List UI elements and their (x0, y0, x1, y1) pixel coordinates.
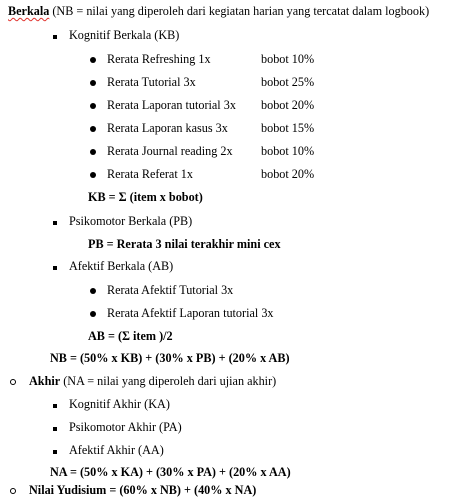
bullet-dot-icon (90, 311, 96, 317)
kognitif-item-weight: bobot 15% (261, 121, 315, 135)
kognitif-item-weight: bobot 20% (261, 98, 315, 112)
square-bullet-icon (53, 35, 57, 39)
kognitif-item-weight: bobot 10% (261, 52, 315, 66)
kognitif-item-weight: bobot 20% (261, 167, 315, 181)
akhir-item: Psikomotor Akhir (PA) (69, 420, 182, 434)
section-berkala-heading (8, 3, 429, 19)
bullet-dot-icon (90, 149, 96, 155)
akhir-title: Akhir (29, 374, 61, 388)
kognitif-berkala-label: Kognitif Berkala (KB) (69, 28, 180, 42)
kognitif-item-name: Rerata Refreshing 1x (107, 52, 211, 66)
bullet-dot-icon (90, 103, 96, 109)
square-bullet-icon (53, 450, 57, 454)
akhir-item: Kognitif Akhir (KA) (69, 397, 170, 411)
kognitif-item-name: Rerata Referat 1x (107, 167, 193, 181)
na-formula: NA = (50% x KA) + (30% x PA) + (20% x AA) (50, 465, 291, 479)
kognitif-item-name: Rerata Laporan kasus 3x (107, 121, 228, 135)
bullet-dot-icon (90, 172, 96, 178)
psikomotor-berkala-label: Psikomotor Berkala (PB) (69, 214, 193, 228)
square-bullet-icon (53, 221, 57, 225)
square-bullet-icon (53, 266, 57, 270)
bullet-dot-icon (90, 57, 96, 63)
afektif-berkala-label: Afektif Berkala (AB) (69, 259, 174, 273)
square-bullet-icon (53, 427, 57, 431)
nb-formula: NB = (50% x KB) + (30% x PB) + (20% x AB) (50, 351, 290, 365)
afektif-item: Rerata Afektif Laporan tutorial 3x (107, 306, 274, 320)
bullet-dot-icon (90, 126, 96, 132)
yudisium-formula: Nilai Yudisium = (60% x NB) + (40% x NA) (29, 483, 257, 497)
bullet-dot-icon (90, 80, 96, 86)
square-bullet-icon (53, 404, 57, 408)
berkala-title: Berkala (8, 4, 50, 18)
afektif-item: Rerata Afektif Tutorial 3x (107, 283, 234, 297)
kb-formula: KB = Σ (item x bobot) (88, 190, 203, 204)
pb-formula: PB = Rerata 3 nilai terakhir mini cex (88, 237, 281, 251)
circle-bullet-icon (10, 379, 16, 385)
bullet-dot-icon (90, 288, 96, 294)
kognitif-item-name: Rerata Journal reading 2x (107, 144, 233, 158)
kognitif-item-name: Rerata Laporan tutorial 3x (107, 98, 236, 112)
akhir-description: (NA = nilai yang diperoleh dari ujian akhir) (60, 374, 277, 388)
akhir-item: Afektif Akhir (AA) (69, 443, 164, 457)
ab-formula: AB = (Σ item )/2 (88, 329, 173, 343)
section-akhir-heading (29, 373, 276, 389)
kognitif-item-weight: bobot 25% (261, 75, 315, 89)
berkala-description: (NB = nilai yang diperoleh dari kegiatan harian yang tercatat dalam logbook) (49, 4, 430, 18)
kognitif-item-weight: bobot 10% (261, 144, 315, 158)
circle-bullet-icon (10, 488, 16, 494)
kognitif-item-name: Rerata Tutorial 3x (107, 75, 196, 89)
